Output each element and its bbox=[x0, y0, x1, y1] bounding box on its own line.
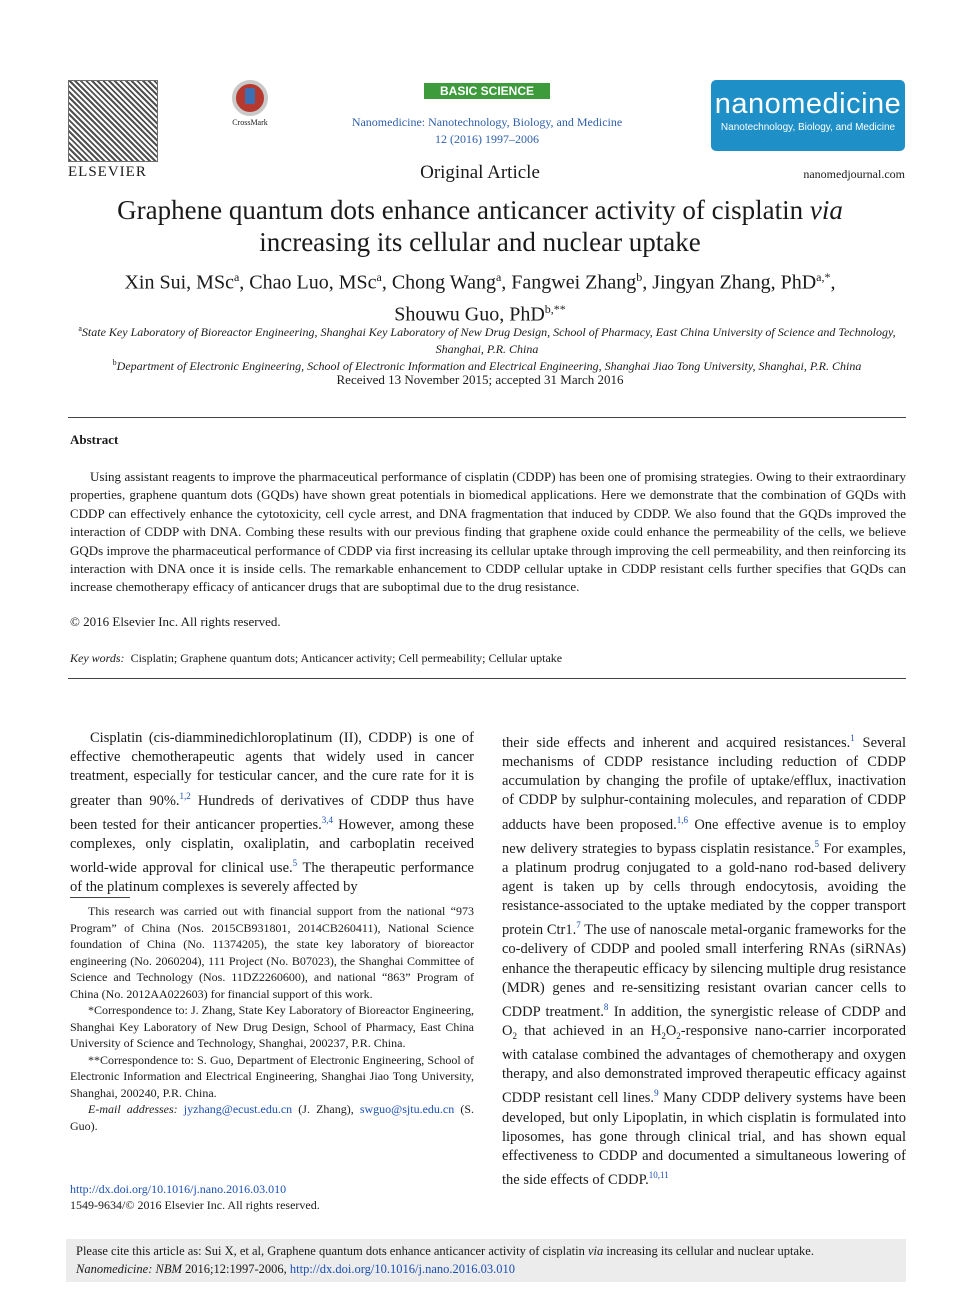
subscript: 2 bbox=[661, 1030, 666, 1041]
journal-logo-title: nanomedicine bbox=[714, 88, 902, 120]
reference-link[interactable]: 1,6 bbox=[676, 814, 689, 825]
affiliation-a bbox=[68, 320, 906, 358]
journal-name: Nanomedicine: Nanotechnology, Biology, and Medicine bbox=[351, 115, 623, 129]
body-text: Cisplatin (cis-diamminedichloroplatinum (II), CDDP) is one of effective chemotherapeutic agents that widely used in cancer treatment, especially for testicular cancer, and the cure rate for it is greater than 90%. bbox=[70, 730, 474, 809]
reference-link[interactable]: 9 bbox=[654, 1088, 659, 1099]
affiliation-text: Department of Electronic Engineering, School of Electronic Information and Electrical Engineering, Shanghai Jiao Tong University, Shanghai, P.R. China bbox=[116, 359, 862, 373]
affiliation-mark: a bbox=[78, 324, 82, 333]
author-affiliation-mark: a bbox=[495, 270, 502, 284]
citation-title-end: increasing its cellular and nuclear uptake. bbox=[606, 1244, 814, 1258]
author-list: Xin Sui, MSc$^a$, Chao Luo, MSc$^a$, Chong Wang$^a$, Fangwei Zhang$^b$, Jingyan Zhang, PhD$^{a,*}$, Shouwu Guo, PhD$^{b,**}$ bbox=[124, 270, 836, 326]
footnote-divider bbox=[70, 897, 130, 898]
publisher-name: ELSEVIER bbox=[68, 164, 147, 180]
abstract-heading: Abstract bbox=[70, 432, 119, 447]
reference-link[interactable]: 5 bbox=[814, 838, 819, 849]
body-column-right bbox=[502, 729, 906, 1190]
journal-issue: 12 (2016) 1997–2006 bbox=[435, 132, 539, 146]
body-text: -responsive nano-carrier incorporated with catalase combined the advantages of chemotherapy and oxygen therapy, and also demonstrated improved therapeutic efficacy against CDDP resistant cell lines. bbox=[502, 1022, 906, 1107]
email-link-guo[interactable]: swguo@sjtu.edu.cn bbox=[359, 1102, 455, 1116]
author-affiliation-mark: a,* bbox=[816, 270, 831, 284]
citation-text: Please cite this article as: Sui X, et al, Graphene quantum dots enhance anticancer activity of cisplatin bbox=[76, 1244, 585, 1258]
email-owner-guo: (S. Guo). bbox=[70, 1102, 475, 1133]
author-name[interactable]: Chao Luo, MSc bbox=[249, 271, 377, 294]
article-title bbox=[60, 194, 900, 258]
subscript: 2 bbox=[676, 1030, 681, 1041]
section-badge: BASIC SCIENCE bbox=[424, 83, 550, 99]
body-text: One effective avenue is to employ new delivery strategies to bypass cisplatin resistance. bbox=[502, 816, 906, 857]
issn-line: 1549-9634/© 2016 Elsevier Inc. All rights reserved. bbox=[70, 1198, 320, 1212]
body-text: The use of nanoscale metal-organic frameworks for the co-delivery of CDDP and pooled small interfering RNAs (siRNAs) enhance the therapeutic efficacy by silencing multiple drug resistance (MDR) genes and re-sensitizing resistant ovarian cancer cells to CDDP treatment. bbox=[502, 922, 906, 1020]
email-link-zhang[interactable]: jyzhang@ecust.edu.cn bbox=[183, 1102, 293, 1116]
author-name[interactable]: Fangwei Zhang bbox=[511, 271, 637, 294]
title-part-via: via bbox=[809, 195, 843, 225]
author-affiliation-mark: b bbox=[636, 270, 643, 284]
citation-doi-link[interactable]: http://dx.doi.org/10.1016/j.nano.2016.03.010 bbox=[289, 1262, 515, 1276]
journal-url[interactable]: nanomedjournal.com bbox=[803, 167, 905, 181]
citation-box bbox=[66, 1239, 906, 1282]
received-dates: Received 13 November 2015; accepted 31 March 2016 bbox=[336, 372, 624, 387]
author-name[interactable]: Xin Sui, MSc bbox=[124, 271, 234, 294]
body-text: The therapeutic performance of the platinum complexes is severely affected by bbox=[70, 859, 474, 895]
title-part-2: increasing its cellular and nuclear uptake bbox=[259, 227, 701, 257]
body-text: Hundreds of derivatives of CDDP thus have been tested for their anticancer properties. bbox=[70, 792, 474, 833]
body-text: Several mechanisms of CDDP resistance including reduction of CDDP accumulation by changing the profile of uptake/efflux, inactivation of CDDP by sulphur-containing molecules, and reparation of CDDP adducts have been proposed. bbox=[502, 734, 906, 833]
email-owner-zhang: (J. Zhang), bbox=[298, 1102, 354, 1116]
citation-journal: Nanomedicine: NBM bbox=[76, 1262, 182, 1276]
divider bbox=[68, 417, 906, 418]
abstract-text: Using assistant reagents to improve the pharmaceutical performance of cisplatin (CDDP) has been one of promising strategies. Owing to their extraordinary properties, graphene quantum dots (GQDs) have shown great potentials in biomedical applications. Here we demonstrate that the combination of GQDs with CDDP can effectively enhance the cytotoxicity, cell cycle arrest, and DNA fragmentation that induced by CDDP. We also found that the GQDs improved the interaction of CDDP with DNA. Combing these results with our previous finding that graphene oxide could enhance the permeability of the cells, we believe GQDs improve the pharmaceutical performance of CDDP via first increasing its cellular uptake through improving the cell permeability, and then reinforcing its interaction with DNA once it is inside cells. The remarkable enhancement to CDDP cellular uptake in CDDP resistant cells further specifies that GQDs can increase chemotherapy efficacy of anticancer drugs that are suboptimal due to the drug resistance. bbox=[70, 469, 906, 595]
body-text: In addition, the synergistic release of CDDP and O bbox=[502, 1003, 906, 1039]
author-name[interactable]: Jingyan Zhang, PhD bbox=[652, 271, 817, 294]
author-name[interactable]: Chong Wang bbox=[391, 271, 496, 294]
body-text: For examples, a platinum prodrug conjugated to a gold-nano rod-based delivery agent is taken up by cells through endocytosis, avoiding the resistance-associated to the uptake mediated by the copper transport protein Ctr1. bbox=[502, 840, 906, 939]
abstract-copyright: © 2016 Elsevier Inc. All rights reserved. bbox=[70, 614, 281, 629]
reference-link[interactable]: 3,4 bbox=[321, 814, 333, 825]
body-text: their side effects and inherent and acquired resistances. bbox=[502, 734, 851, 751]
journal-reference[interactable] bbox=[320, 114, 654, 148]
author-affiliation-mark: a bbox=[233, 270, 240, 284]
body-column-left bbox=[70, 729, 474, 897]
divider bbox=[68, 678, 906, 679]
crossmark-icon bbox=[232, 80, 268, 116]
footnotes bbox=[70, 903, 474, 1134]
elsevier-tree-icon bbox=[68, 80, 158, 162]
journal-logo[interactable] bbox=[711, 80, 905, 151]
journal-logo-subtitle: Nanotechnology, Biology, and Medicine bbox=[720, 122, 896, 133]
title-part-1: Graphene quantum dots enhance anticancer activity of cisplatin bbox=[117, 195, 804, 225]
affiliation-text: State Key Laboratory of Bioreactor Engineering, Shanghai Key Laboratory of New Drug Design, School of Pharmacy, East China University of Science and Technology, Shanghai, P.R. China bbox=[81, 325, 896, 356]
author-affiliation-mark: a bbox=[376, 270, 382, 284]
doi-link[interactable] bbox=[70, 1182, 286, 1197]
reference-link[interactable]: 5 bbox=[292, 857, 298, 868]
reference-link[interactable]: 8 bbox=[603, 1001, 609, 1012]
email-label: E-mail addresses: bbox=[88, 1102, 178, 1116]
article-type: Original Article bbox=[420, 162, 540, 183]
keywords-text: Cisplatin; Graphene quantum dots; Anticancer activity; Cell permeability; Cellular uptake bbox=[130, 651, 563, 665]
affiliation-mark: b bbox=[112, 358, 117, 367]
reference-link[interactable]: 10,11 bbox=[648, 1170, 669, 1181]
subscript: 2 bbox=[512, 1030, 517, 1041]
correspondence-note-1: *Correspondence to: J. Zhang, State Key Laboratory of Bioreactor Engineering, Shanghai Key Laboratory of New Drug Design, School of Pharmacy, East China University of Science and Technology, Shanghai, 200237, P.R. China. bbox=[70, 1003, 474, 1050]
crossmark-label: CrossMark bbox=[232, 118, 268, 127]
email-note bbox=[70, 1101, 474, 1134]
author-name[interactable]: Shouwu Guo, PhD bbox=[394, 303, 545, 326]
doi-link-text[interactable]: http://dx.doi.org/10.1016/j.nano.2016.03.010 bbox=[70, 1182, 287, 1196]
body-text: that achieved in an H bbox=[516, 1022, 662, 1039]
author-affiliation-mark: b,** bbox=[544, 301, 566, 316]
body-text: However, among these complexes, only cisplatin, oxaliplatin, and carboplatin received world-wide approval for clinical use. bbox=[70, 816, 474, 876]
body-text: Many CDDP delivery systems have been developed, but only Lipoplatin, in which cisplatin is formulated into liposomes, has gone through clinical trial, and has shown equal effectiveness to CDDP and documented a simultaneous lowering of the side effects of CDDP. bbox=[502, 1090, 906, 1188]
funding-note: This research was carried out with financial support from the national “973 Program” of China (Nos. 2015CB931801, 2014CB260411), National Science foundation of China (No. 11374205), the state key laboratory of bioreactor engineering (No. 2060204), 111 Project (No. B07023), the Shanghai Committee of Science and Technology (Nos. 11DZ2260600), and national “863” Program of China (No. 2012AA022603) for financial support of this work. bbox=[70, 904, 474, 1001]
citation-details: 2016;12:1997-2006, bbox=[185, 1262, 287, 1276]
crossmark-badge[interactable] bbox=[228, 80, 272, 127]
reference-link[interactable]: 1,2 bbox=[179, 790, 191, 801]
keywords bbox=[70, 651, 562, 666]
citation-via: via bbox=[587, 1244, 604, 1258]
body-text: O bbox=[665, 1022, 677, 1039]
correspondence-note-2: **Correspondence to: S. Guo, Department of Electronic Engineering, School of Electronic Information and Electrical Engineering, Shanghai Jiao Tong University, Shanghai, 200240, P.R. China. bbox=[70, 1052, 474, 1100]
reference-link[interactable]: 7 bbox=[576, 920, 581, 931]
keywords-label: Key words: bbox=[70, 651, 125, 665]
reference-link[interactable]: 1 bbox=[850, 733, 855, 743]
